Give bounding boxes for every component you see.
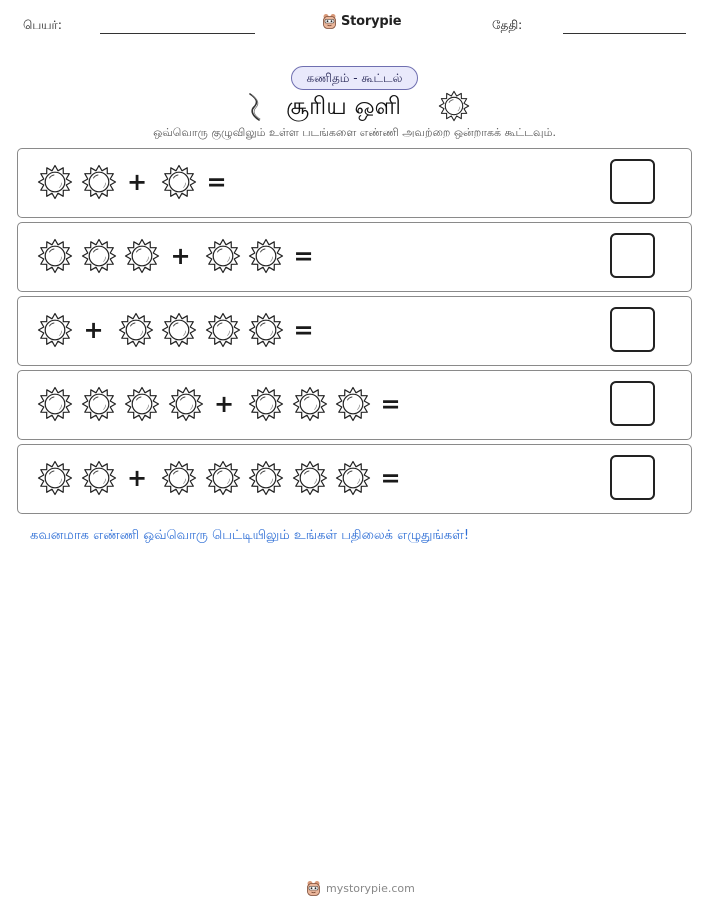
- name-label: பெயர்:: [23, 18, 62, 32]
- problem-row: [17, 222, 692, 292]
- sun-icon: [37, 164, 73, 200]
- sun-icon: [335, 460, 371, 496]
- subject-tag: கணிதம் - கூட்டல்: [291, 66, 418, 90]
- brand-logo: [322, 13, 401, 30]
- answer-box[interactable]: [610, 455, 655, 500]
- addition-equation: [18, 371, 578, 439]
- sun-icon: [37, 386, 73, 422]
- sun-icon: [161, 460, 197, 496]
- answer-box[interactable]: [610, 233, 655, 278]
- sun-icon: [168, 386, 204, 422]
- sun-icon: [248, 238, 284, 274]
- answer-box[interactable]: [610, 381, 655, 426]
- instructions-subtitle: ஒவ்வொரு குழுவிலும் உள்ள படங்களை எண்ணி அவற்றை ஒன்றாகக் கூட்டவும்.: [153, 126, 556, 139]
- plus-sign: +: [127, 168, 148, 196]
- addition-equation: [18, 445, 578, 513]
- sun-icon: [205, 238, 241, 274]
- mascot-icon: [306, 880, 321, 897]
- equals-sign: =: [206, 168, 227, 196]
- sun-icon: [81, 164, 117, 200]
- closing-instruction: கவனமாக எண்ணி ஒவ்வொரு பெட்டியிலும் உங்கள் பதிலைக் எழுதுங்கள்!: [30, 528, 470, 543]
- sun-icon: [205, 460, 241, 496]
- name-field[interactable]: [100, 33, 255, 34]
- sun-icon: [81, 460, 117, 496]
- sun-icon: [81, 386, 117, 422]
- problem-row: [17, 370, 692, 440]
- brand-name: Storypie: [341, 14, 402, 29]
- equals-sign: =: [380, 464, 401, 492]
- mascot-icon: [322, 13, 337, 30]
- plus-sign: +: [127, 464, 148, 492]
- sun-icon: [292, 386, 328, 422]
- addition-equation: [18, 149, 578, 217]
- page-title: சூரிய ஒளி: [286, 92, 402, 120]
- problem-row: [17, 148, 692, 218]
- sun-icon: [248, 386, 284, 422]
- sun-icon: [37, 460, 73, 496]
- addition-equation: [18, 223, 578, 291]
- sun-icon: [124, 386, 160, 422]
- sun-icon: [37, 312, 73, 348]
- date-label: தேதி:: [492, 18, 523, 32]
- date-field[interactable]: [563, 33, 686, 34]
- sun-icon: [292, 460, 328, 496]
- sun-icon: [124, 238, 160, 274]
- sun-icon: [438, 90, 470, 122]
- title-row: [244, 90, 474, 124]
- sun-icon: [248, 312, 284, 348]
- equals-sign: =: [293, 316, 314, 344]
- problem-row: [17, 444, 692, 514]
- sun-icon: [161, 164, 197, 200]
- problem-row: [17, 296, 692, 366]
- sun-icon: [37, 238, 73, 274]
- plus-sign: +: [83, 316, 104, 344]
- sun-icon: [205, 312, 241, 348]
- plus-sign: +: [170, 242, 191, 270]
- answer-box[interactable]: [610, 307, 655, 352]
- equals-sign: =: [293, 242, 314, 270]
- footer: [306, 880, 415, 897]
- addition-equation: [18, 297, 578, 365]
- sun-icon: [161, 312, 197, 348]
- sun-icon: [335, 386, 371, 422]
- plus-sign: +: [214, 390, 235, 418]
- answer-box[interactable]: [610, 159, 655, 204]
- equals-sign: =: [380, 390, 401, 418]
- footer-site-link[interactable]: mystorypie.com: [326, 882, 415, 895]
- sun-icon: [248, 460, 284, 496]
- sun-icon: [81, 238, 117, 274]
- squiggle-icon: [244, 92, 266, 122]
- sun-icon: [118, 312, 154, 348]
